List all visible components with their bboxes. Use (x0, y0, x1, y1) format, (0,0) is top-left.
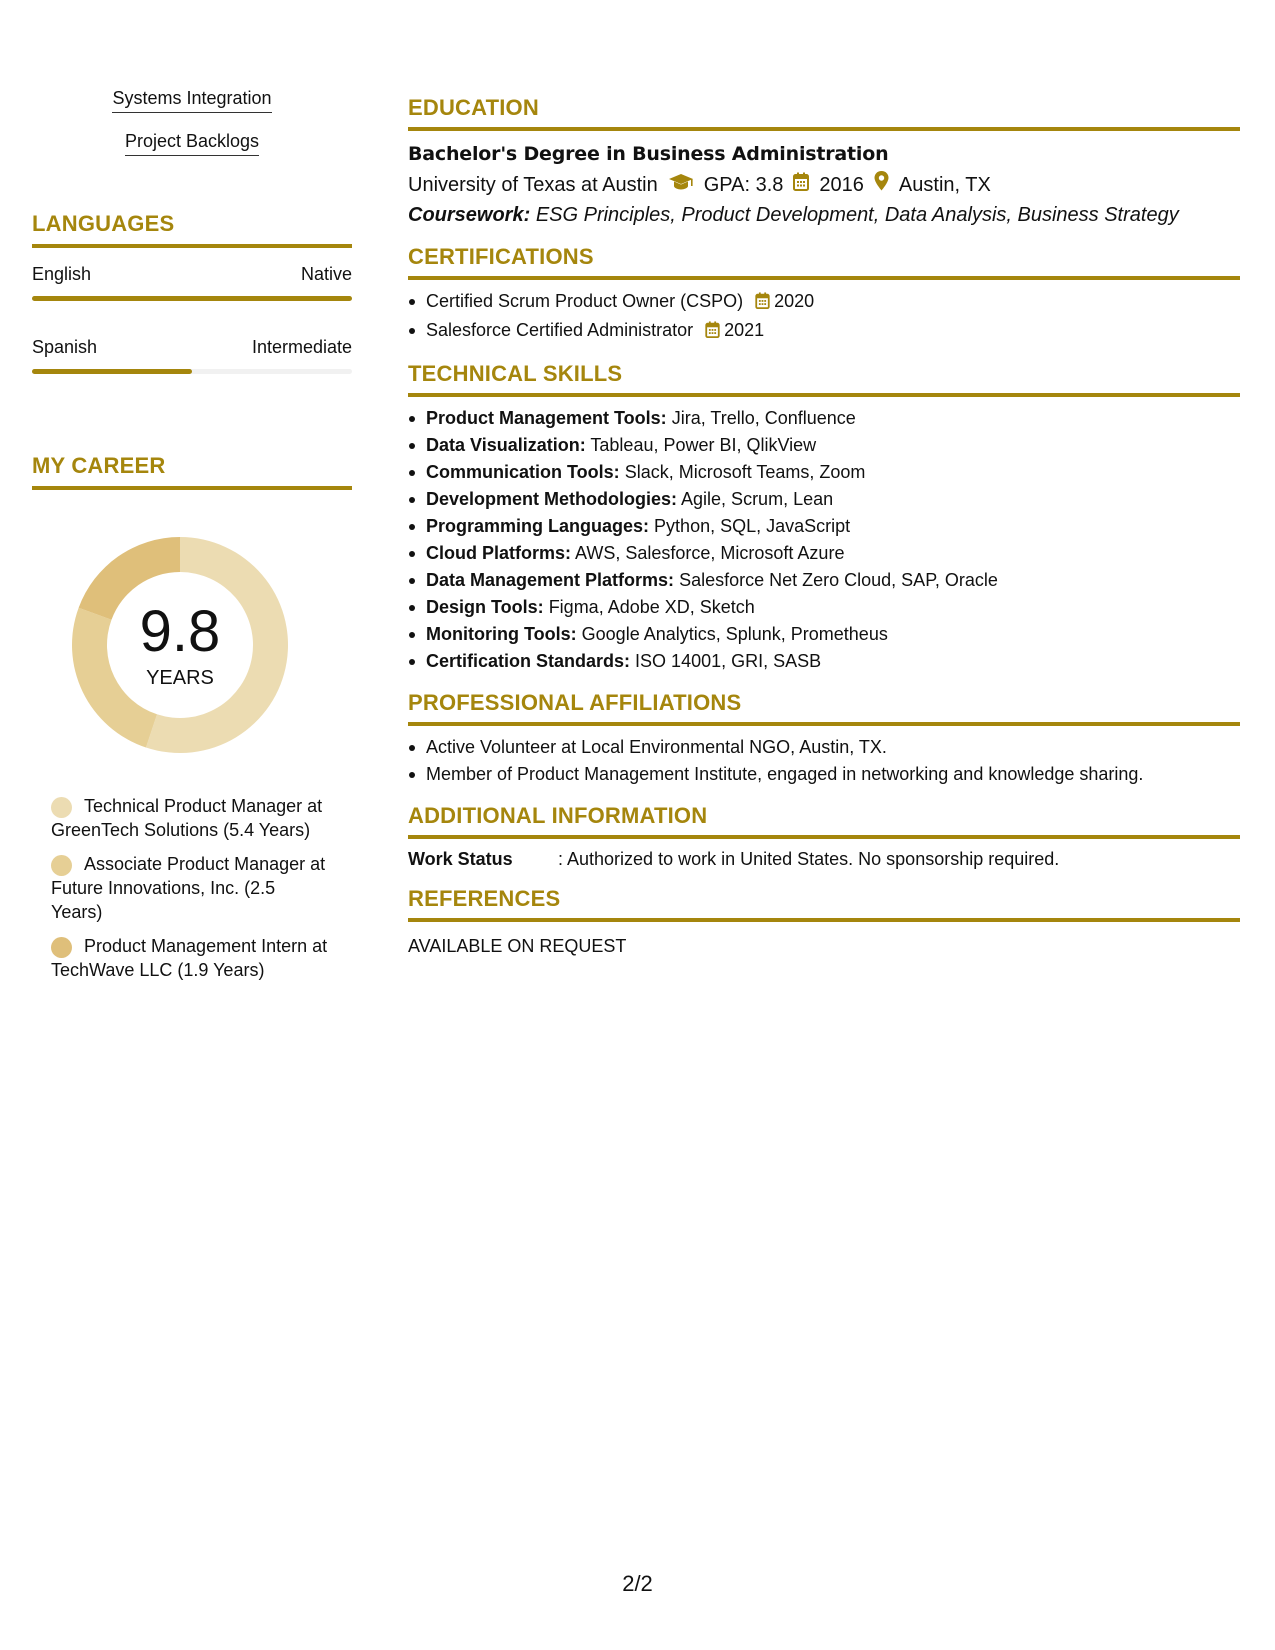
list-item (408, 513, 1240, 540)
skill-values: Python, SQL, JavaScript (654, 516, 851, 536)
legend-dot (51, 937, 72, 958)
education-section (408, 94, 1240, 229)
skill-category: Monitoring Tools: (426, 624, 577, 644)
list-item (408, 459, 1240, 486)
list-item (408, 540, 1240, 567)
career-role: Associate Product Manager at Future Innovations, Inc. (2.5 Years) (51, 854, 326, 922)
section-divider (32, 486, 352, 490)
career-role: Product Management Intern at TechWave LLC (1.9 Years) (51, 936, 328, 980)
work-status-value: : Authorized to work in United States. No sponsorship required. (558, 849, 1060, 869)
list-item (408, 317, 1240, 346)
coursework (408, 201, 1240, 229)
list-item (408, 567, 1240, 594)
graduation-cap-icon (668, 171, 694, 199)
skill-category: Development Methodologies: (426, 489, 678, 509)
skill-category: Data Management Platforms: (426, 570, 675, 590)
affiliations-list (408, 734, 1240, 788)
references-title: REFERENCES (408, 886, 561, 911)
left-column (32, 86, 352, 980)
additional-info-title: ADDITIONAL INFORMATION (408, 803, 708, 828)
section-divider (408, 722, 1240, 726)
page-number: 2/2 (622, 1571, 653, 1596)
coursework-list: ESG Principles, Product Development, Data Analysis, Business Strategy (535, 204, 1179, 226)
language-name: English (32, 264, 92, 284)
school-location: Austin, TX (898, 174, 991, 196)
list-item (408, 621, 1240, 648)
list-item: Member of Product Management Institute, engaged in networking and knowledge sharing. (408, 761, 1240, 788)
skill-tag: Project Backlogs (125, 129, 259, 156)
career-role: Technical Product Manager at GreenTech Solutions (5.4 Years) (51, 796, 323, 840)
certification-name: Certified Scrum Product Owner (CSPO) (426, 291, 744, 311)
skill-values: Tableau, Power BI, QlikView (590, 435, 817, 455)
references-section (408, 885, 1240, 958)
languages-title: LANGUAGES (32, 211, 175, 236)
map-pin-icon (874, 171, 889, 199)
skill-category: Product Management Tools: (426, 408, 667, 428)
certification-year: 2021 (724, 320, 765, 340)
skill-category: Design Tools: (426, 597, 544, 617)
career-section (32, 452, 352, 992)
calendar-icon (793, 171, 809, 199)
technical-skills-list (408, 405, 1240, 675)
section-divider (408, 276, 1240, 280)
work-status-label: Work Status (408, 849, 513, 869)
affiliations-section (408, 689, 1240, 788)
list-item (408, 288, 1240, 317)
skill-values: Google Analytics, Splunk, Prometheus (581, 624, 888, 644)
additional-info-section (408, 802, 1240, 871)
graduation-year: 2016 (819, 174, 864, 196)
skill-values: Slack, Microsoft Teams, Zoom (624, 462, 866, 482)
references-text: AVAILABLE ON REQUEST (408, 936, 627, 956)
career-title: MY CAREER (32, 453, 166, 478)
section-divider (32, 244, 352, 248)
skill-values: Figma, Adobe XD, Sketch (548, 597, 755, 617)
skill-values: AWS, Salesforce, Microsoft Azure (575, 543, 845, 563)
language-bar-track (32, 369, 352, 374)
list-item (408, 648, 1240, 675)
legend-dot (51, 797, 72, 818)
section-divider (408, 127, 1240, 131)
list-item (408, 486, 1240, 513)
degree-title: Bachelor's Degree in Business Administration (408, 143, 889, 165)
technical-skills-title: TECHNICAL SKILLS (408, 361, 623, 386)
career-legend-item (51, 852, 331, 924)
career-total-unit: YEARS (146, 667, 214, 689)
language-level: Intermediate (251, 337, 352, 357)
career-legend-item (51, 934, 331, 982)
career-legend-item (51, 794, 331, 842)
gpa: GPA: 3.8 (703, 174, 784, 196)
skill-category: Cloud Platforms: (426, 543, 572, 563)
legend-dot (51, 855, 72, 876)
language-row (32, 335, 352, 359)
career-total-years: 9.8 (139, 599, 221, 664)
education-title: EDUCATION (408, 95, 539, 120)
skill-tags (32, 86, 352, 172)
school-name: University of Texas at Austin (408, 174, 658, 196)
skill-values: Salesforce Net Zero Cloud, SAP, Oracle (679, 570, 998, 590)
career-donut-chart (67, 532, 293, 758)
skill-values: Jira, Trello, Confluence (671, 408, 856, 428)
skill-category: Certification Standards: (426, 651, 631, 671)
career-legend (51, 794, 331, 982)
calendar-icon (705, 319, 720, 346)
skill-values: Agile, Scrum, Lean (681, 489, 834, 509)
affiliations-title: PROFESSIONAL AFFILIATIONS (408, 690, 742, 715)
skill-values: ISO 14001, GRI, SASB (635, 651, 822, 671)
education-details (408, 171, 1240, 199)
skill-category: Data Visualization: (426, 435, 586, 455)
skill-tag: Systems Integration (112, 86, 271, 113)
section-divider (408, 393, 1240, 397)
certification-name: Salesforce Certified Administrator (426, 320, 694, 340)
certifications-list (408, 288, 1240, 346)
language-level: Native (300, 264, 352, 284)
list-item (408, 594, 1240, 621)
coursework-label: Coursework: (408, 204, 531, 226)
technical-skills-section (408, 360, 1240, 675)
languages-section (32, 210, 352, 374)
skill-category: Programming Languages: (426, 516, 650, 536)
section-divider (408, 835, 1240, 839)
language-row (32, 262, 352, 286)
skill-category: Communication Tools: (426, 462, 620, 482)
list-item (408, 405, 1240, 432)
list-item (408, 432, 1240, 459)
list-item: Active Volunteer at Local Environmental NGO, Austin, TX. (408, 734, 1240, 761)
language-name: Spanish (32, 337, 98, 357)
right-column (408, 94, 1240, 958)
section-divider (408, 918, 1240, 922)
certification-year: 2020 (774, 291, 815, 311)
language-bar-fill (32, 369, 192, 374)
certifications-title: CERTIFICATIONS (408, 244, 594, 269)
certifications-section (408, 243, 1240, 346)
calendar-icon (755, 290, 770, 317)
work-status-row (408, 847, 1240, 871)
